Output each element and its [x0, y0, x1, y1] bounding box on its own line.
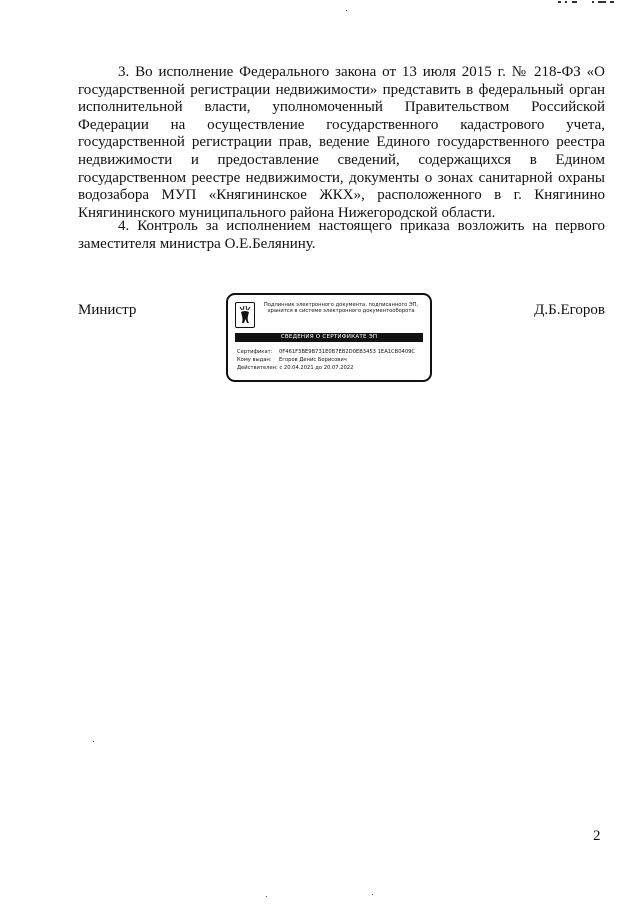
stamp-validity-line: Действителен: с 20.04.2021 до 20.07.2022: [237, 365, 354, 371]
owner-label: Кому выдан:: [237, 357, 272, 363]
scan-artifacts: [558, 0, 628, 8]
deer-emblem-icon: [235, 302, 255, 328]
scan-speck: [372, 894, 373, 895]
stamp-certificate-line: [237, 349, 415, 355]
scan-speck: [346, 10, 347, 11]
certificate-label: Сертификат:: [237, 349, 273, 355]
paragraph-3: 3. Во исполнение Федерального закона от 13 июля 2015 г. № 218-ФЗ «О государственной регистрации недвижимости» представить в федеральный орган исполнительной власти, уполномоченный Правительством Российской Федерации на осуществление государственного кадастрового учета, государственной регистрации прав, ведение Единого государственного реестра недвижимости и предоставление сведений, содержащихся в Едином государственном реестре недвижимости, документы о зонах санитарной охраны водозабора МУП «Княгининское ЖКХ», расположенного в г. Княгинино Княгининского муниципального района Нижегородской области.: [78, 64, 605, 221]
stamp-header: Подлинник электронного документа, подписанного ЭП, хранится в системе электронного документооборота: [263, 302, 419, 315]
scan-speck: [266, 896, 267, 897]
electronic-signature-stamp: [226, 293, 432, 382]
scan-speck: [93, 741, 94, 742]
owner-value: Егоров Денис Борисович: [279, 357, 347, 363]
stamp-owner-line: [237, 357, 347, 363]
signatory-position: Министр: [78, 302, 137, 318]
certificate-value: 0F461F3BE9B731E0B7EB2D0EB3453 1EA1CB0409C: [279, 349, 416, 355]
paragraph-4: 4. Контроль за исполнением настоящего приказа возложить на первого заместителя министра О.Е.Белянину.: [78, 218, 605, 252]
stamp-title-bar: СВЕДЕНИЯ О СЕРТИФИКАТЕ ЭП: [235, 333, 423, 342]
page-number: 2: [593, 828, 601, 844]
signatory-name: Д.Б.Егоров: [534, 302, 605, 318]
